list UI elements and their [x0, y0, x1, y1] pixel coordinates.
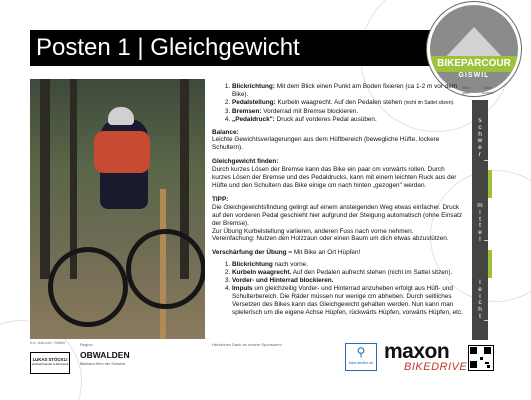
step2-item	[232, 285, 464, 317]
obwalden-logo: OBWALDEN	[80, 350, 130, 360]
tip-line-1: Die Gleichgewichtsfindung gelingt auf einem ansteigenden Weg etwas einfacher. Druck auf den vorderen Pedal geschieht hier aufgrund der Steigung automatisch (ohne Einsatz der Bremse).	[212, 203, 463, 227]
rider-photo	[30, 79, 205, 339]
tip-line-2: Zur Übung Kurbelstellung variieren, anderen Fuss nach vorne nehmen.	[212, 227, 414, 235]
step2-item-bold: Blickrichtung	[232, 261, 273, 269]
step2-item	[232, 261, 464, 269]
gauge-tick	[484, 240, 488, 241]
step-item-bold: Bremsen:	[232, 107, 262, 115]
bike-wheel-icon	[48, 247, 128, 327]
tree-shape	[40, 79, 50, 279]
step-item-text: Kurbeln waagrecht. Auf den Pedalen stehen	[275, 98, 404, 106]
find-heading: Gleichgewicht finden:	[212, 158, 279, 166]
photo-caption: rho, Aslocsh, Settler	[30, 340, 66, 345]
steps2-list	[212, 261, 464, 316]
step-item-bold: Blickrichtung:	[232, 83, 275, 90]
bikeparcour-logo	[427, 2, 521, 96]
gauge-marker	[488, 170, 492, 198]
sponsor-thanks: Herzlichen Dank an unsere Sponsoren!	[212, 342, 282, 347]
qr-dot	[487, 365, 490, 368]
steps-list	[212, 83, 464, 124]
qr-finder	[484, 347, 491, 354]
gauge-label-leicht: l e i c h t	[478, 279, 482, 320]
qr-finder	[470, 361, 477, 368]
rider-jersey	[94, 131, 150, 173]
bikestadt-logo	[345, 343, 377, 371]
gauge-tick	[484, 320, 488, 321]
qr-dot	[485, 362, 489, 364]
step-item-note: (nicht im Sattel sitzen).	[403, 99, 455, 106]
gauge-tick	[484, 160, 488, 161]
page-title: Posten 1 | Gleichgewicht	[36, 34, 300, 61]
helmet-icon	[108, 107, 134, 125]
step-item-text: Druck auf vorderes Pedal ausüben.	[274, 115, 377, 123]
bike-wheel-icon	[126, 229, 205, 309]
gauge-label-schwer: s c h w e r	[477, 117, 483, 158]
step2-item-text: nach vorne.	[272, 261, 309, 269]
step-item	[232, 99, 464, 108]
step-item	[232, 83, 464, 99]
bikestadt-text: bike-steller.ch	[348, 360, 374, 365]
step2-item-text: Auf den Pedalen aufrecht stehen (nicht im Sattel sitzen).	[291, 269, 453, 277]
qr-code[interactable]	[468, 345, 494, 371]
step2-item	[232, 269, 464, 277]
harder-section	[212, 249, 464, 257]
step2-item-text: um gleichzeitig Vorder- und Hinterrad anzuheben erfolgt aus Hüft- und Schulterbereich. Die Räder müssen nur wenige cm abheben. Durch seitliches Versetzen des Bikes kann das Gleichgewicht gehalten werden. Nun kann man spielerisch um die eigene Achse Hüpfen, rückwärts Hüpfen, vorwärts Hüpfen, etc.	[232, 284, 463, 316]
lukas-name: LUKAS STÖCKLI	[32, 357, 68, 362]
step-item	[232, 116, 464, 124]
region-label: Region	[80, 342, 93, 347]
balance-text: Leichte Gewichtsverlagerungen aus dem Hüftbereich (bewegliche Hüfte, lockere Schultern).	[212, 136, 440, 152]
step2-item-bold: Impuls	[232, 284, 253, 292]
harder-text: = Mit Bike an Ort Hüpfen!	[286, 249, 361, 257]
gauge-label-mittel: m i t t e l	[477, 202, 483, 243]
lukas-sub: Velofachhandel & Werkstatt	[31, 362, 69, 366]
gauge-top-left: Stufe gelb	[461, 86, 471, 95]
bikedrive-logo: BIKEDRIVE	[404, 361, 468, 373]
balance-section	[212, 129, 464, 153]
obwalden-sub: Bikeland Herz der Schweiz	[80, 362, 126, 366]
step2-item	[232, 277, 464, 285]
bicycle-icon: ⚲	[356, 345, 366, 359]
step-item-text: Vorderrad mit Bremse blockieren.	[261, 107, 359, 115]
logo-text: BIKEPARCOUR	[430, 56, 518, 72]
step-item-bold: Pedalstellung:	[232, 98, 276, 106]
gauge-top-right: Stufe schwer	[481, 86, 495, 95]
tip-heading: TIPP:	[212, 195, 229, 203]
lukas-stoeckli-logo	[30, 352, 70, 374]
harder-heading: Verschärfung der Übung	[212, 249, 287, 257]
balance-heading: Balance:	[212, 128, 239, 136]
logo-sub: GISWIL	[458, 72, 490, 79]
step-item-text: Mit dem Blick einen Punkt am Boden fixieren (ca 1-2 m vor dem Bike).	[232, 83, 458, 98]
qr-dot	[480, 357, 483, 360]
tip-line-3: Vereinfachung: Nutzen den Holzzaun oder einen Baum um dich etwas abzustützen.	[212, 235, 449, 243]
step-item	[232, 108, 464, 116]
maxon-logo: maxon	[384, 340, 450, 363]
gauge-marker	[488, 250, 492, 278]
step-item-bold: „Pedaldruck":	[232, 115, 275, 123]
step2-item-bold: Kurbeln waagrecht.	[232, 269, 292, 277]
qr-finder	[470, 347, 477, 354]
step2-item-bold: Vorder- und Hinterrad blockieren.	[232, 277, 334, 285]
find-text: Durch kurzes Lösen der Bremse kann das Bike ein paar cm vorwärts rollen. Durch kurzes Lösen der Bremse und des Pedaldrucks, kann mit einem leichten Ruck aus der Hüfte und den Schultern das Bike einige cm nach hinten „gezogen" werden.	[212, 166, 457, 189]
instruction-text	[212, 83, 464, 322]
tip-section	[212, 196, 464, 243]
difficulty-gauge	[472, 100, 488, 340]
find-section	[212, 158, 464, 190]
